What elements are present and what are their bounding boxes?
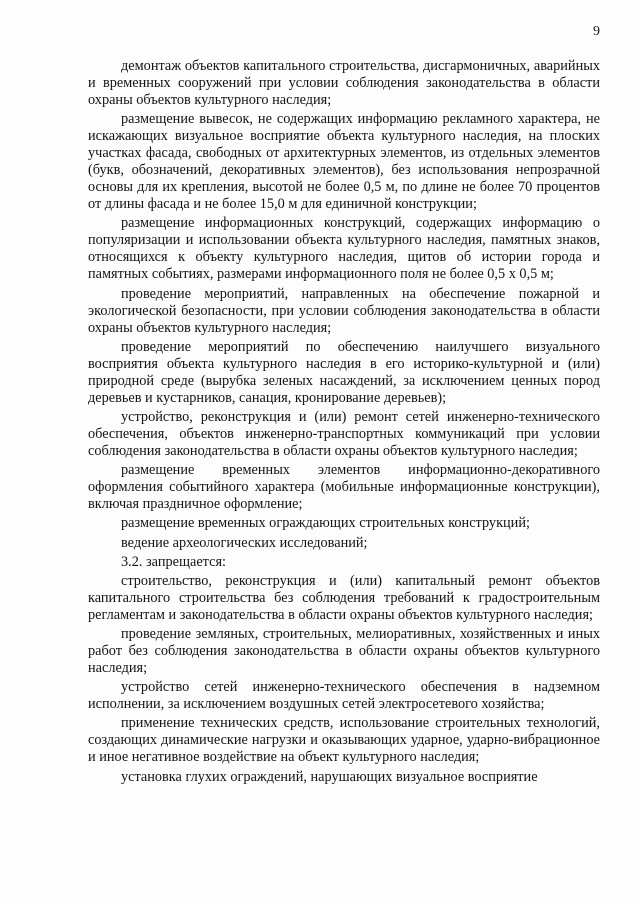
paragraph: устройство сетей инженерно-технического обеспечения в надземном исполнении, за исключением воздушных сетей электросетевого хозяйства; bbox=[88, 679, 600, 713]
page-number: 9 bbox=[593, 24, 600, 39]
paragraph: проведение мероприятий по обеспечению наилучшего визуального восприятия объекта культурного наследия в его историко-культурной и (или) природной среде (вырубка зеленых насаждений, за исключением ценных пород деревьев и кустарников, санация, кронирование деревьев); bbox=[88, 338, 600, 406]
paragraph: установка глухих ограждений, нарушающих визуальное восприятие bbox=[121, 768, 538, 785]
paragraph: размещение вывесок, не содержащих информацию рекламного характера, не искажающих визуальное восприятие объекта культурного наследия, на плоских участках фасада, свободных от архитектурных элементов, из отдельных элементов (букв, обозначений, декоративных элементов), без использования непрозрачной основы для их крепления, высотой не более 0,5 м, по длине не более 70 процентов от длины фасада и не более 15,0 м для единичной конструкции; bbox=[88, 111, 600, 213]
paragraph: размещение временных элементов информационно-декоративного оформления событийного характера (мобильные информационные конструкции), включая праздничное оформление; bbox=[88, 462, 600, 513]
paragraph: демонтаж объектов капитального строительства, дисгармоничных, аварийных и временных сооружений при условии соблюдения законодательства в области охраны объектов культурного наследия; bbox=[88, 58, 600, 108]
document-body bbox=[88, 58, 600, 788]
paragraph: ведение археологических исследований; bbox=[121, 534, 368, 551]
section-heading: 3.2. запрещается: bbox=[121, 553, 226, 570]
paragraph: устройство, реконструкция и (или) ремонт сетей инженерно-технического обеспечения, объектов инженерно-транспортных коммуникаций при условии соблюдения законодательства в области охраны объектов культурного наследия; bbox=[88, 408, 600, 459]
paragraph: размещение информационных конструкций, содержащих информацию о популяризации и использовании объекта культурного наследия, памятных знаков, относящихся к объекту культурного наследия, щитов об истории города и памятных событиях, размерами информационного поля не более 0,5 х 0,5 м; bbox=[88, 215, 600, 283]
paragraph: строительство, реконструкция и (или) капитальный ремонт объектов капитального строительства без соблюдения требований к градостроительным регламентам и законодательства в области охраны объектов культурного наследия; bbox=[88, 572, 600, 623]
paragraph: проведение земляных, строительных, мелиоративных, хозяйственных и иных работ без соблюдения законодательства в области охраны объектов культурного наследия; bbox=[88, 626, 600, 677]
paragraph: применение технических средств, использование строительных технологий, создающих динамические нагрузки и оказывающих ударное, ударно-вибрационное и иное негативное воздействие на объект культурного наследия; bbox=[88, 715, 600, 766]
paragraph: размещение временных ограждающих строительных конструкций; bbox=[121, 515, 530, 532]
paragraph: проведение мероприятий, направленных на обеспечение пожарной и экологической безопасности, при условии соблюдения законодательства в области охраны объектов культурного наследия; bbox=[88, 285, 600, 336]
